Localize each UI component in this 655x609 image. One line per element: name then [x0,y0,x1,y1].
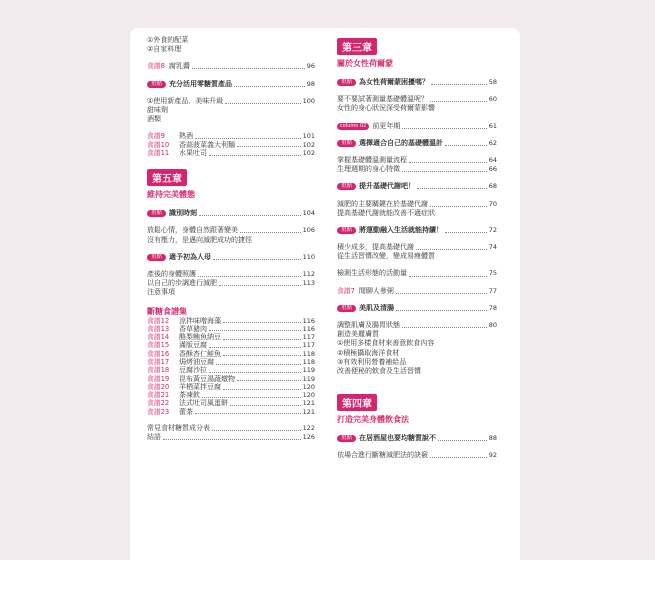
leader-dots [402,327,487,328]
entry-title: 掌握基礎體溫測量流程 [337,155,407,164]
recipe-label: 食譜16 [147,349,170,358]
chapter-heading [337,394,497,426]
entry-title: 識別時刻 [169,209,198,218]
toc-line: 女性的身心狀況深受荷爾蒙影響 [337,104,435,113]
leader-dots [230,405,301,406]
entry-title: 在居酒屋也要均糖質說不 [359,434,437,443]
leader-dots [202,397,301,398]
leader-dots [237,380,301,381]
toc-entry[interactable] [337,451,497,460]
key-point-badge: 重點 [337,79,356,86]
leader-dots [209,330,301,331]
entry-title: 選擇適合自己的基礎體溫計 [359,138,444,147]
recipe-entry[interactable] [147,132,315,140]
entry-title: 腐乳醬 [168,62,190,71]
page-number: 113 [302,279,315,288]
recipe-entry[interactable] [147,391,315,399]
section-entry[interactable] [337,434,497,443]
leader-dots [396,310,487,311]
chapter-number: 第四章 [337,394,377,411]
page-number: 118 [302,358,315,366]
chapter-subtitle: 維持完美體態 [147,190,195,200]
entry-title: 將運動融入生活就能持續！ [359,225,444,234]
recipe-label: 食譜17 [147,358,170,366]
recipe-entry[interactable] [147,375,315,383]
recipe-entry[interactable] [147,350,315,358]
page-number: 106 [302,226,315,235]
entry-title: 為女性荷爾蒙困擾嗎？ [359,78,430,86]
leader-dots [402,171,487,172]
toc-line: 從生活習慣改變，變成易瘦體質 [337,252,435,261]
toc-entry[interactable] [337,156,497,165]
entry-title: 調整肌膚及腸胃狀態 [337,321,400,329]
section-entry[interactable] [337,182,497,191]
leader-dots [409,276,487,277]
key-point-badge: 重點 [147,81,166,88]
leader-dots [417,188,487,189]
page-number: 78 [488,303,497,312]
leader-dots [225,103,300,104]
page-number: 116 [302,316,315,325]
page-number: 119 [302,374,315,383]
entry-title: 放鬆心情，身體自然跟著變美 [147,226,238,235]
entry-title: 生理週期的身心特徵 [337,165,400,174]
recipe-label: 食譜15 [147,341,170,350]
recipe-label: 食譜23 [147,407,170,416]
leader-dots [430,457,487,458]
leader-dots [223,339,301,340]
toc-entry[interactable] [147,97,315,106]
page-number: 66 [488,165,497,174]
leader-dots [438,440,487,441]
page-number: 75 [488,269,497,278]
page-number: 120 [302,391,315,400]
recipe-entry[interactable] [147,383,315,391]
leader-dots [445,232,487,233]
toc-entry[interactable] [147,433,315,442]
leader-dots [416,249,487,250]
page-number: 92 [488,451,497,460]
leader-dots [402,128,486,129]
leader-dots [213,259,301,260]
key-point-badge: 重點 [337,183,356,190]
entry-title: 以自己的步調進行減肥 [147,279,217,288]
page-number: 118 [302,349,315,358]
key-point-badge: 重點 [337,305,356,312]
leader-dots [430,101,487,102]
entry-title: 蕾茶 [179,407,193,416]
leader-dots [198,276,301,277]
chapter-number: 第三章 [337,38,377,55]
recipe-label: 食譜22 [147,399,170,408]
page-number: 72 [488,225,497,234]
page-number: 77 [488,286,497,295]
page-number: 70 [488,199,497,208]
leader-dots [195,138,301,139]
entry-title: 酪梨鮪魚納豆 [179,333,221,342]
entry-title: 茶凍飲 [179,391,200,400]
leader-dots [192,68,305,69]
toc-entry[interactable] [147,424,315,433]
entry-title: 熱酒 [179,132,193,141]
key-point-badge: 重點 [147,254,166,261]
leader-dots [430,206,487,207]
recipe-label: 食譜8 [147,62,165,71]
toc-line: ②自家料理 [147,45,182,54]
toc-line: 沒有壓力，是邁向減肥成功的捷徑 [147,235,252,244]
leader-dots [223,322,301,323]
entry-title: 法式吐司風蛋餅 [179,399,228,408]
recipe-entry[interactable] [147,62,315,71]
toc-line: ①外食的配菜 [147,36,189,44]
entry-title: 美肌及清腸 [359,303,395,312]
leader-dots [240,232,301,233]
entry-title: 充分活用零糖質產品 [169,79,233,88]
page-number: 68 [488,182,497,191]
key-point-badge: 重點 [337,435,356,442]
page-number: 112 [302,269,315,278]
entry-title: 昆布黃豆湯蔬燉物 [179,374,235,383]
toc-right-column [337,38,497,461]
toc-line: 創造美麗膚質 [337,330,379,339]
toc-line: ②積極攝取海洋食材 [337,348,400,357]
leader-dots [209,347,301,348]
chapter-subtitle: 打造完美身體飲食法 [337,415,409,425]
section-entry[interactable] [337,304,497,313]
column-badge: column 02 [337,123,369,130]
page-number: 64 [488,155,497,164]
toc-entry[interactable] [337,321,497,330]
page-number: 122 [302,424,315,433]
page-number: 102 [302,148,315,157]
page-number: 110 [302,252,315,261]
toc-line: 酒類 [147,115,161,124]
page-number: 88 [488,434,497,443]
page-number: 121 [302,399,315,408]
recipe-label: 食譜13 [147,324,170,333]
leader-dots [216,364,301,365]
entry-title: 適予初為人母 [169,252,212,261]
entry-title: 豆腐沙拉 [179,366,207,375]
entry-title: 結語 [147,433,161,442]
leader-dots [199,215,301,216]
section-entry[interactable] [337,78,497,87]
chapter-number: 第五章 [147,169,187,186]
entry-title: 提升基礎代謝吧！ [359,182,416,191]
leader-dots [219,285,301,286]
leader-dots [223,389,301,390]
entry-title: 涼拌味噌海藻 [179,316,221,325]
page-number: 61 [488,121,497,130]
entry-title: 減肥的主要關鍵在於基礎代謝 [337,199,428,208]
toc-line: 改善便秘的飲食及生活習慣 [337,366,421,375]
entry-title: ①使用新產品．美味升級 [147,96,224,105]
page-number: 62 [488,138,497,147]
entry-title: 積少成多，提高基礎代謝 [337,243,414,252]
toc-entry[interactable] [147,279,315,288]
toc-entry[interactable] [147,226,315,235]
toc-entry[interactable] [337,95,497,104]
toc-entry[interactable] [337,243,497,252]
entry-title: 常見食材糖質成分表 [147,424,210,433]
toc-entry[interactable] [337,165,497,174]
recipe-entry[interactable] [147,325,315,333]
leader-dots [223,355,301,356]
entry-title: 產後的身體照護 [147,269,196,278]
recipe-entry[interactable] [147,149,315,157]
recipe-entry[interactable] [147,408,315,416]
entry-title: 要不要試著測量基礎體溫呢？ [337,95,428,104]
page-number: 126 [302,433,315,442]
collection-title: 斷糖食譜集 [147,306,187,316]
toc-entry[interactable] [337,200,497,209]
toc-line: ①使用多樣食材來善意飲食內容 [337,339,435,348]
leader-dots [396,293,487,294]
leader-dots [163,439,301,440]
page-number: 100 [302,96,315,105]
recipe-entry[interactable] [337,287,497,296]
leader-dots [237,146,301,147]
recipe-label: 食譜11 [147,148,170,157]
entry-title: 水果吐司 [179,148,207,157]
recipe-label: 食譜14 [147,333,170,342]
recipe-label: 食譜18 [147,366,170,375]
leader-dots [195,413,301,414]
page-number: 119 [302,366,315,375]
page-number: 58 [488,78,497,86]
leader-dots [234,86,305,87]
toc-line: 提高基礎代謝就能改善不適症狀 [337,208,435,217]
recipe-label: 食譜9 [147,132,165,141]
chapter-subtitle: 關於女性荷爾蒙 [337,59,393,68]
recipe-label: 食譜20 [147,382,170,391]
entry-title: 滿版豆腐 [179,341,207,350]
page-number: 80 [488,321,497,329]
section-entry[interactable] [147,80,315,89]
section-entry[interactable] [147,209,315,218]
page-number: 101 [302,132,315,141]
section-entry[interactable] [147,253,315,262]
page-number: 102 [302,140,315,149]
recipe-label: 食譜21 [147,391,170,400]
leader-dots [209,155,301,156]
recipe-entry[interactable] [147,341,315,349]
toc-line: ③有效利用營養補給品 [337,357,407,366]
entry-title: 香蒜菠菜義大利麵 [179,140,235,149]
recipe-label: 食譜7 [337,286,355,295]
page-number: 121 [302,407,315,416]
key-point-badge: 重點 [337,140,356,147]
recipe-entry[interactable] [147,333,315,341]
recipe-label: 食譜10 [147,140,170,149]
key-point-badge: 重點 [337,227,356,234]
leader-dots [409,162,487,163]
toc-entry[interactable] [337,269,497,278]
page-number: 96 [306,62,315,71]
entry-title: 檢測生活形態的活動量 [337,269,407,278]
recipe-entry[interactable] [147,358,315,366]
leader-dots [209,372,301,373]
leader-dots [445,145,487,146]
recipe-entry[interactable] [147,366,315,374]
page-number: 104 [302,209,315,218]
page-number: 116 [302,324,315,333]
recipe-list [147,317,315,417]
leader-dots [212,430,301,431]
entry-title: 香草豬肉 [179,324,207,333]
column-entry[interactable] [337,122,497,131]
toc-line: 甜味劑 [147,105,168,114]
entry-title: 香酥杏仁鮭魚 [179,349,221,358]
page-number: 117 [302,333,315,342]
recipe-label: 食譜19 [147,374,170,383]
recipe-entry[interactable] [147,317,315,325]
leader-dots [431,84,487,85]
entry-title: 焗烤油豆腐 [179,358,214,366]
key-point-badge: 重點 [147,210,166,217]
entry-title: 依場合進行斷糖減肥法的訣竅 [337,451,428,460]
section-entry[interactable] [337,226,497,235]
entry-title: 羊栖菜拌豆腐 [179,382,221,391]
page-number: 117 [302,341,315,350]
page-number: 120 [302,382,315,391]
toc-line: 注意事項 [147,288,175,297]
entry-title: 前更年期 [372,121,401,130]
toc-entry[interactable] [147,270,315,279]
page-number: 74 [488,243,497,252]
recipe-entry[interactable] [147,141,315,149]
entry-title: 閒聊人參粥 [358,286,394,295]
toc-left-column [147,36,315,442]
chapter-heading [337,38,497,70]
recipe-entry[interactable] [147,399,315,407]
chapter-heading [147,169,315,201]
recipe-label: 食譜12 [147,316,170,325]
section-entry[interactable] [337,139,497,148]
page-number: 60 [488,95,497,104]
page-number: 98 [306,79,315,88]
